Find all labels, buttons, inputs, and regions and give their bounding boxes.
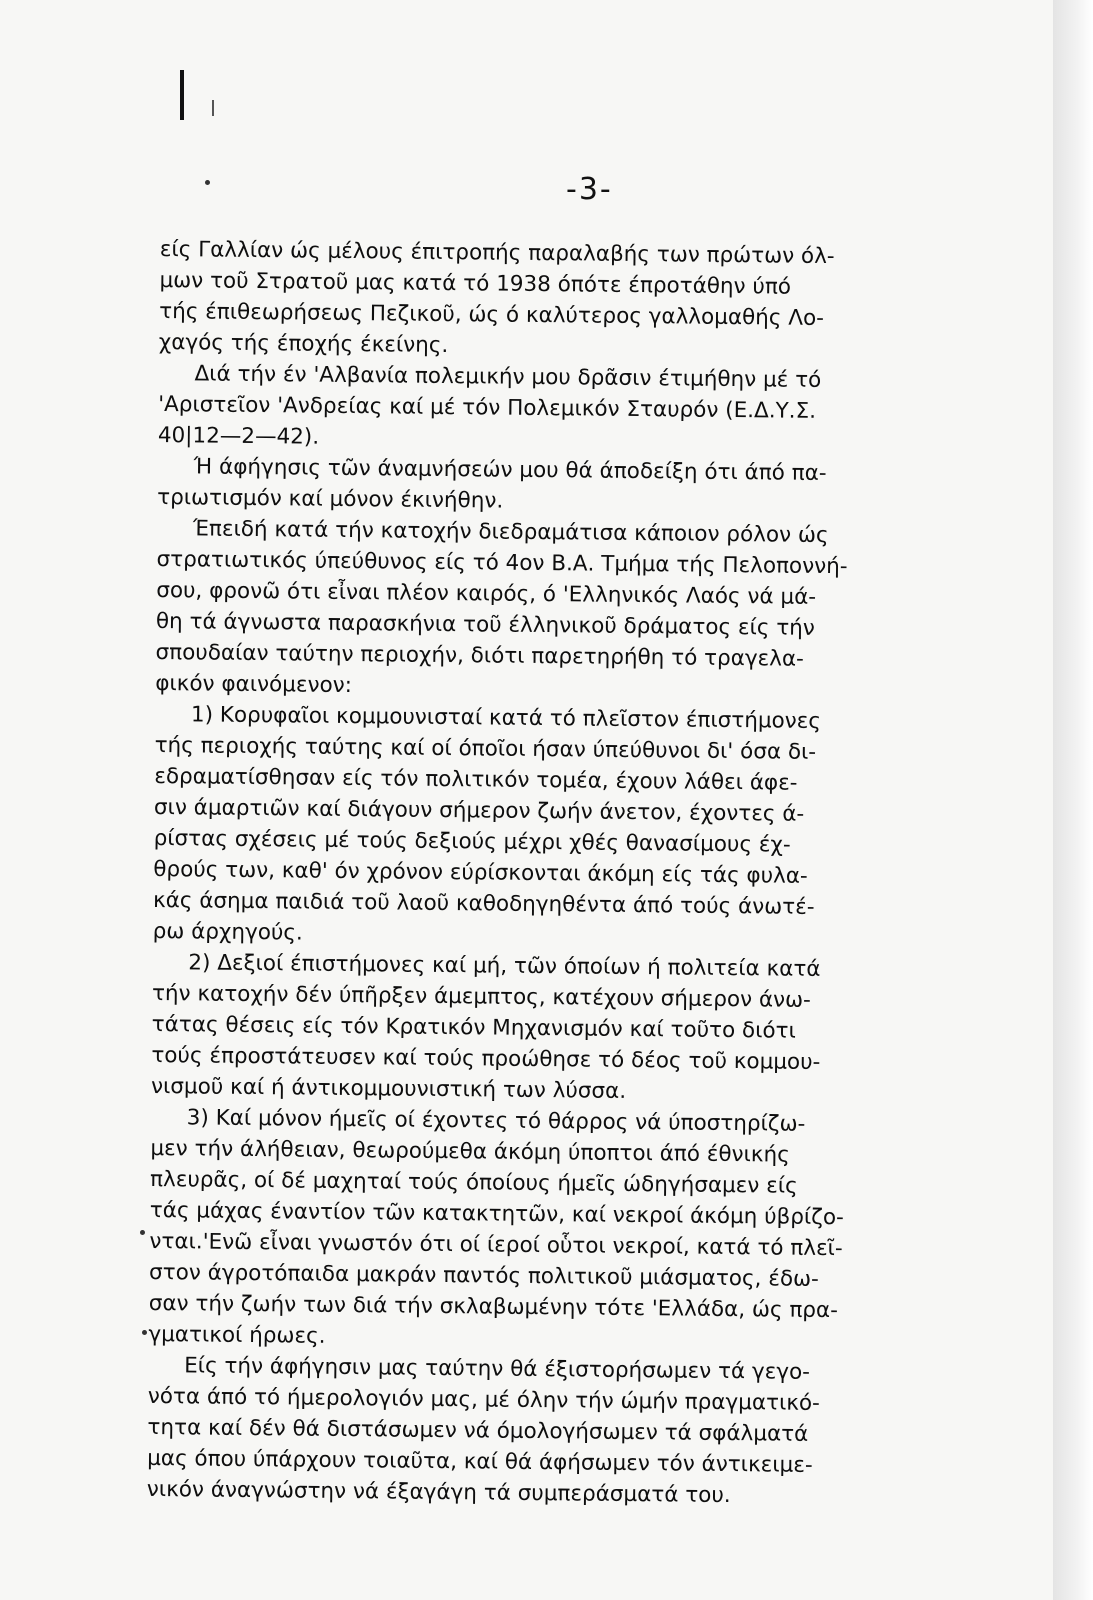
text-line: στρατιωτικός ύπεύθυνος είς τό 4ον Β.Α. Τμήμα τής Πελοποννή- — [156, 546, 848, 580]
text-line: Είς τήν άφήγησιν μας ταύτην θά έξιστορήσωμεν τά γεγο- — [184, 1353, 811, 1385]
text-line: σιν άμαρτιῶν καί διάγουν σήμερον ζωήν άνετον, έχοντες ά- — [153, 794, 805, 827]
page-number: -3- — [566, 172, 613, 207]
text-line: σπουδαίαν ταύτην περιοχήν, διότι παρετηρήθη τό τραγελα- — [155, 639, 805, 672]
text-line: σου, φρονῶ ότι εἶναι πλέον καιρός, ό 'Ελληνικός Λαός νά μά- — [156, 577, 817, 610]
margin-mark — [212, 100, 214, 116]
text-line: είς Γαλλίαν ώς μέλους έπιτροπής παραλαβής των πρώτων όλ- — [159, 236, 835, 270]
text-line: 40|12—2—42). — [157, 422, 320, 450]
margin-mark — [180, 70, 184, 120]
text-line: φικόν φαινόμενον: — [155, 670, 353, 699]
text-line: γματικοί ήρωες. — [148, 1321, 326, 1349]
text-line: μεν τήν άλήθειαν, θεωρούμεθα άκόμη ύποπτοι άπό έθνικής — [150, 1135, 790, 1168]
text-line: στον άγροτόπαιδα μακράν παντός πολιτικοῦ μιάσματος, έδω- — [148, 1259, 819, 1292]
text-line: τής έπιθεωρήσεως Πεζικοῦ, ώς ό καλύτερος γαλλομαθής Λο- — [159, 298, 825, 331]
text-line: τούς έπροστάτευσεν καί τούς προώθησε τό δέος τοῦ κομμου- — [151, 1042, 821, 1075]
text-line: σαν τήν ζωήν των διά τήν σκλαβωμένην τότε 'Ελλάδα, ώς πρα- — [148, 1290, 839, 1324]
text-line: νικόν άναγνώστην νά έξαγάγη τά συμπεράσματά του. — [146, 1476, 731, 1509]
text-line: ρω άρχηγούς. — [152, 918, 303, 946]
text-line: Έπειδή κατά τήν κατοχήν διεδραμάτισα κάποιον ρόλον ώς — [192, 516, 829, 549]
body-text — [147, 234, 990, 1514]
text-line: κάς άσημα παιδιά τοῦ λαοῦ καθοδηγηθέντα άπό τούς άνωτέ- — [152, 887, 815, 920]
text-line: Διά τήν έν 'Αλβανία πολεμικήν μου δρᾶσιν έτιμήθην μέ τό — [194, 361, 822, 393]
text-line: εδραματίσθησαν είς τόν πολιτικόν τομέα, έχουν λάθει άφε- — [154, 763, 798, 796]
text-line: χαγός τής έποχής έκείνης. — [158, 329, 449, 359]
speck — [140, 1230, 145, 1235]
text-line: νται.'Ενῶ εἶναι γνωστόν ότι οί ίεροί οὗτοι νεκροί, κατά τό πλεῖ- — [149, 1228, 843, 1262]
speck — [142, 1330, 147, 1335]
text-line: τάς μάχας έναντίον τῶν κατακτητῶν, καί νεκροί άκόμη ύβρίζο- — [149, 1197, 844, 1231]
text-line: ρίστας σχέσεις μέ τούς δεξιούς μέχρι χθές θανασίμους έχ- — [153, 825, 791, 858]
text-line: μων τοῦ Στρατοῦ μας κατά τό 1938 όπότε έπροτάθην ύπό — [159, 267, 792, 300]
text-line: νότα άπό τό ήμερολογιόν μας, μέ όλην τήν ώμήν πραγματικό- — [147, 1383, 821, 1416]
text-line: θρούς των, καθ' όν χρόνον εύρίσκονται άκόμη είς τάς φυλα- — [153, 856, 808, 889]
text-line: νισμοῦ καί ή άντικομμουνιστική των λύσσα. — [150, 1073, 627, 1104]
text-line: 3) Καί μόνον ήμεῖς οί έχοντες τό θάρρος νά ύποστηρίζω- — [186, 1105, 806, 1137]
text-line: μας όπου ύπάρχουν τοιαῦτα, καί θά άφήσωμεν τόν άντικειμε- — [147, 1445, 813, 1478]
text-line: τητα καί δέν θά διστάσωμεν νά όμολογήσωμεν τά σφάλματά — [147, 1414, 809, 1447]
text-line: τήν κατοχήν δέν ύπῆρξεν άμεμπτος, κατέχουν σήμερον άνω- — [151, 980, 812, 1013]
text-line: τάτας θέσεις είς τόν Κρατικόν Μηχανισμόν καί τοῦτο διότι — [151, 1011, 796, 1044]
text-line: 'Αριστεῖον 'Ανδρείας καί μέ τόν Πολεμικόν Σταυρόν (Ε.Δ.Υ.Σ. — [158, 391, 817, 424]
text-line: 2) Δεξιοί έπιστήμονες καί μή, τῶν όποίων ή πολιτεία κατά — [188, 950, 821, 982]
text-line: 1) Κορυφαῖοι κομμουνισταί κατά τό πλεῖστον έπιστήμονες — [190, 702, 822, 734]
text-line: πλευρᾶς, οί δέ μαχηταί τούς όποίους ήμεῖς ώδηγήσαμεν είς — [149, 1166, 798, 1199]
speck — [205, 180, 210, 185]
page-edge-shadow — [1053, 0, 1093, 1600]
text-line: θη τά άγνωστα παρασκήνια τοῦ έλληνικοῦ δράματος είς τήν — [155, 608, 816, 641]
text-line: τής περιοχής ταύτης καί οί όποῖοι ήσαν ύπεύθυνοι δι' όσα δι- — [154, 732, 817, 765]
text-line: τριωτισμόν καί μόνον έκινήθην. — [157, 484, 504, 514]
text-line: Ή άφήγησις τῶν άναμνήσεών μου θά άποδείξη ότι άπό πα- — [193, 454, 827, 486]
